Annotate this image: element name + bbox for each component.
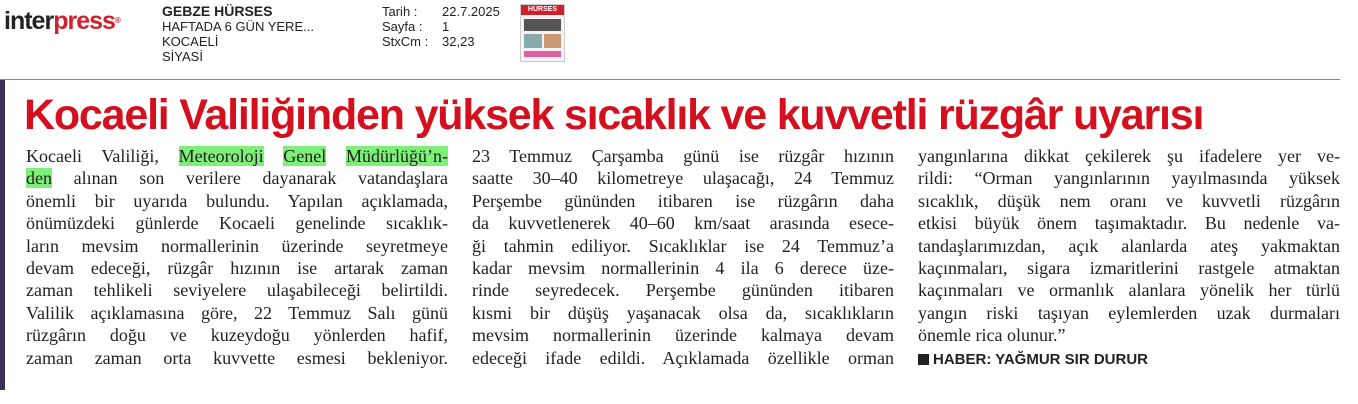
text-line: da kuvvetlenerek 40–60 km/saat arasında esece- — [472, 213, 894, 234]
text-line: kısmi bir düşüş yaşanacak olsa da, sıcaklıkların — [472, 302, 894, 323]
logo-text-press: press — [53, 7, 115, 35]
text-line: kaçınmaları ve ormanlık alanlara yönelik her türlü — [918, 280, 1340, 301]
text-line: rüzgârın doğu ve kuzeydoğu yönlerden hafif, — [26, 325, 448, 346]
highlighted-term: Genel — [283, 146, 327, 166]
page-row — [382, 19, 500, 34]
text-line: Perşembe gününden itibaren ise rüzgârın daha — [472, 190, 894, 211]
thumbnail-photo — [544, 34, 561, 48]
text-line: tandaşlarımızdan, açık alanlarda ateş yakmaktan — [918, 235, 1340, 256]
stxcm-row — [382, 34, 500, 49]
highlighted-term: Meteoroloji — [178, 146, 264, 166]
newspaper-page-thumbnail[interactable] — [520, 4, 565, 62]
byline-square-icon — [918, 354, 929, 365]
text-line: etkisi büyük önem taşımaktadır. Bu nedenle va- — [918, 213, 1340, 234]
text-run: alınan son verilere dayanarak vatandaşlara — [52, 168, 448, 189]
text-line: Valilik açıklamasına göre, 22 Temmuz Salı günü — [26, 302, 448, 323]
text-line: önümüzdeki günlerde Kocaeli genelinde sıcaklık- — [26, 213, 448, 234]
text-line: mevsim normallerinin üzerinde kalmaya devam — [472, 325, 894, 346]
text-line: rildi: “Orman yangınlarının yayılmasında yüksek — [918, 168, 1340, 189]
text-line: ların mevsim normallerinin üzerinde seyretmeye — [26, 235, 448, 256]
text-line: sıcaklık, düşük nem oranı ve kuvvetli rüzgârın — [918, 190, 1340, 211]
text-run: Kocaeli Valiliği, — [26, 146, 179, 166]
page-value: 1 — [442, 19, 450, 34]
article-column-2 — [472, 145, 894, 369]
text-line: önemle rica olunur.” — [918, 325, 1066, 346]
text-line: saatte 30–40 kilometreye ulaşacağı, 24 Temmuz — [472, 168, 894, 189]
text-line: kaçınmaları, sigara izmaritlerini rastgele atmaktan — [918, 258, 1340, 279]
text-line: ği tahmin ediliyor. Sıcaklıklar ise 24 Temmuz’a — [472, 235, 894, 256]
article-column-3 — [918, 145, 1340, 371]
text-line — [26, 167, 448, 189]
newspaper-name: GEBZE HÜRSES — [162, 3, 273, 19]
byline-text: HABER: YAĞMUR SIR DURUR — [933, 350, 1149, 368]
clipping-header — [0, 0, 1358, 78]
text-line — [26, 145, 448, 167]
logo-text-inter: inter — [4, 7, 54, 35]
thumbnail-block — [524, 19, 561, 31]
text-line: zaman zaman orta kuvvette esmesi bekleniyor. — [26, 347, 448, 368]
article-byline — [918, 349, 1340, 371]
text-line: yangınlarına dikkat çekilerek şu ifadelere yer ve- — [918, 146, 1340, 166]
text-line: zaman tehlikeli seviyelere ulaşabileceği belirtildi. — [26, 280, 448, 301]
interpress-logo — [4, 6, 120, 36]
clipping-meta — [162, 4, 314, 64]
stxcm-label: StxCm : — [382, 34, 429, 49]
date-label: Tarih : — [382, 4, 418, 19]
text-line: 23 Temmuz Çarşamba günü ise rüzgâr hızının — [472, 146, 894, 166]
article-column-1 — [26, 145, 448, 369]
registered-mark: ® — [114, 16, 120, 25]
article-headline: Kocaeli Valiliğinden yüksek sıcaklık ve kuvvetli rüzgâr uyarısı — [24, 91, 1204, 139]
text-line: yangın riski taşıyan eylemlerden uzak durmaları — [918, 302, 1340, 323]
text-line: devam edeceği, rüzgâr hızının ise artarak zaman — [26, 258, 448, 279]
section-title: HAFTADA 6 GÜN YERE... — [162, 19, 314, 34]
date-value: 22.7.2025 — [442, 4, 500, 19]
text-line: edeceği ifade edildi. Açıklamada özellikle orman — [472, 347, 894, 368]
thumbnail-photo — [524, 34, 542, 48]
text-line: önemli bir uyarıda bulundu. Yapılan açıklamada, — [26, 190, 448, 211]
clipping-info — [382, 4, 500, 49]
stxcm-value: 32,23 — [442, 34, 475, 49]
category-label: SİYASİ — [162, 49, 203, 64]
header-divider — [0, 79, 1340, 80]
text-line: kadar mevsim normallerinin 4 ila 6 derece üze- — [472, 258, 894, 279]
date-row — [382, 4, 500, 19]
thumbnail-masthead: HÜRSES — [521, 5, 564, 15]
page-label: Sayfa : — [382, 19, 423, 34]
highlighted-term: Müdürlüğü’n- — [346, 146, 448, 166]
city-label: KOCAELİ — [162, 34, 219, 49]
text-line: rinde seyredecek. Perşembe gününden itibaren — [472, 280, 894, 301]
highlighted-term: den — [26, 168, 52, 189]
thumbnail-ad-strip — [524, 51, 561, 57]
article-side-bar — [0, 80, 5, 390]
